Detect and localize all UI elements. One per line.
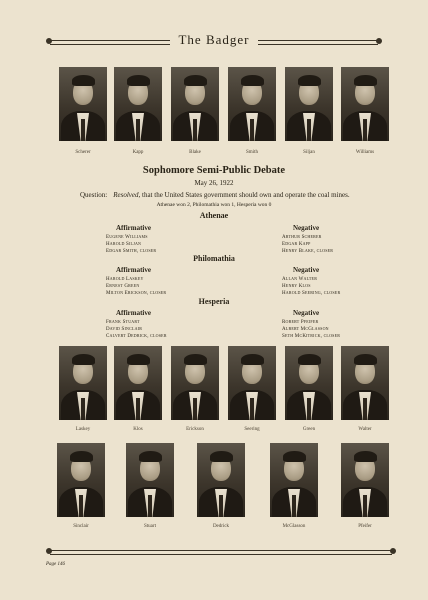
debate-result: Athenae won 2, Philomathia won 1, Hesperia won 0: [156, 202, 272, 208]
team-member: Albert McGlasson: [282, 327, 329, 332]
team-member: Frank Stuart: [106, 320, 140, 325]
portrait-caption: Green: [302, 427, 316, 432]
affirmative-heading: Affirmative: [116, 309, 151, 317]
portrait-caption: Williams: [355, 150, 375, 155]
portrait-caption: Smith: [246, 150, 258, 155]
portrait-photo: [59, 67, 107, 141]
portrait-caption: Kapp: [132, 150, 144, 155]
portrait-caption: Walter: [358, 427, 372, 432]
team-member: Henry Klos: [282, 284, 311, 289]
portrait-photo: [114, 67, 162, 141]
portrait-caption: Laskey: [75, 427, 91, 432]
team-member: Harold Siljan: [106, 242, 142, 247]
debate-title: Sophomore Semi-Public Debate: [142, 165, 286, 176]
portrait-photo: [228, 67, 276, 141]
team-member: Milton Erickson, closer: [106, 291, 167, 296]
affirmative-heading: Affirmative: [116, 266, 151, 274]
portrait-caption: Dedrick: [212, 524, 230, 529]
portrait-photo: [171, 67, 219, 141]
portrait-caption: Blake: [189, 150, 201, 155]
negative-heading: Negative: [293, 309, 320, 317]
team-member: Henry Blake, closer: [282, 249, 334, 254]
footer-rule: [50, 550, 392, 555]
team-member: Edgar Smith, closer: [106, 249, 157, 254]
society-heading: Philomathia: [193, 254, 235, 263]
portrait-photo: [285, 67, 333, 141]
team-member: Eugene Williams: [106, 235, 148, 240]
team-member: Edgar Kapp: [282, 242, 311, 247]
page-footer: [46, 548, 396, 556]
header-rule-left: [50, 40, 170, 45]
question-label: Question:: [80, 191, 108, 199]
portrait-caption: Erickson: [186, 427, 204, 432]
portrait-photo: [341, 443, 389, 517]
portrait-photo: [57, 443, 105, 517]
team-member: Allan Walter: [282, 277, 318, 282]
ornament-right: [376, 38, 382, 44]
portrait-photo: [270, 443, 318, 517]
negative-heading: Negative: [293, 266, 320, 274]
portrait-photo: [341, 67, 389, 141]
team-member: Seth McKitrick, closer: [282, 334, 341, 339]
ornament-right: [390, 548, 396, 554]
portrait-photo: [341, 346, 389, 420]
portrait-photo: [59, 346, 107, 420]
team-member: Robert Pfeifer: [282, 320, 319, 325]
question-text: that the United States government should own and operate the coal mines.: [140, 191, 350, 199]
portrait-caption: Scherer: [75, 150, 91, 155]
portrait-caption: Siljan: [303, 150, 315, 155]
team-member: Arthur Scherer: [282, 235, 322, 240]
portrait-photo: [114, 346, 162, 420]
portrait-caption: Stuart: [144, 524, 156, 529]
team-member: David Sinclair: [106, 327, 143, 332]
society-heading: Athenae: [199, 211, 229, 220]
team-member: Calvert Dedrick, closer: [106, 334, 167, 339]
portrait-caption: Pfeifer: [358, 524, 372, 529]
portrait-caption: Seering: [244, 427, 260, 432]
affirmative-heading: Affirmative: [116, 224, 151, 232]
question-resolved: Resolved,: [113, 191, 141, 199]
page-title: The Badger: [178, 32, 250, 47]
debate-date: May 26, 1922: [194, 179, 234, 187]
portrait-photo: [228, 346, 276, 420]
page-header: [46, 32, 382, 50]
portrait-caption: Klos: [133, 427, 143, 432]
portrait-caption: Sinclair: [73, 524, 89, 529]
team-member: Harold Seering, closer: [282, 291, 341, 296]
header-rule-right: [258, 40, 378, 45]
portrait-photo: [197, 443, 245, 517]
portrait-caption: McGlasson: [282, 524, 306, 529]
portrait-photo: [126, 443, 174, 517]
debate-question: [80, 191, 400, 199]
portrait-photo: [285, 346, 333, 420]
team-member: Ernest Green: [106, 284, 140, 289]
portrait-photo: [171, 346, 219, 420]
page-number: Page 146: [46, 562, 66, 567]
team-member: Harold Laskey: [106, 277, 144, 282]
negative-heading: Negative: [293, 224, 320, 232]
society-heading: Hesperia: [198, 297, 230, 306]
